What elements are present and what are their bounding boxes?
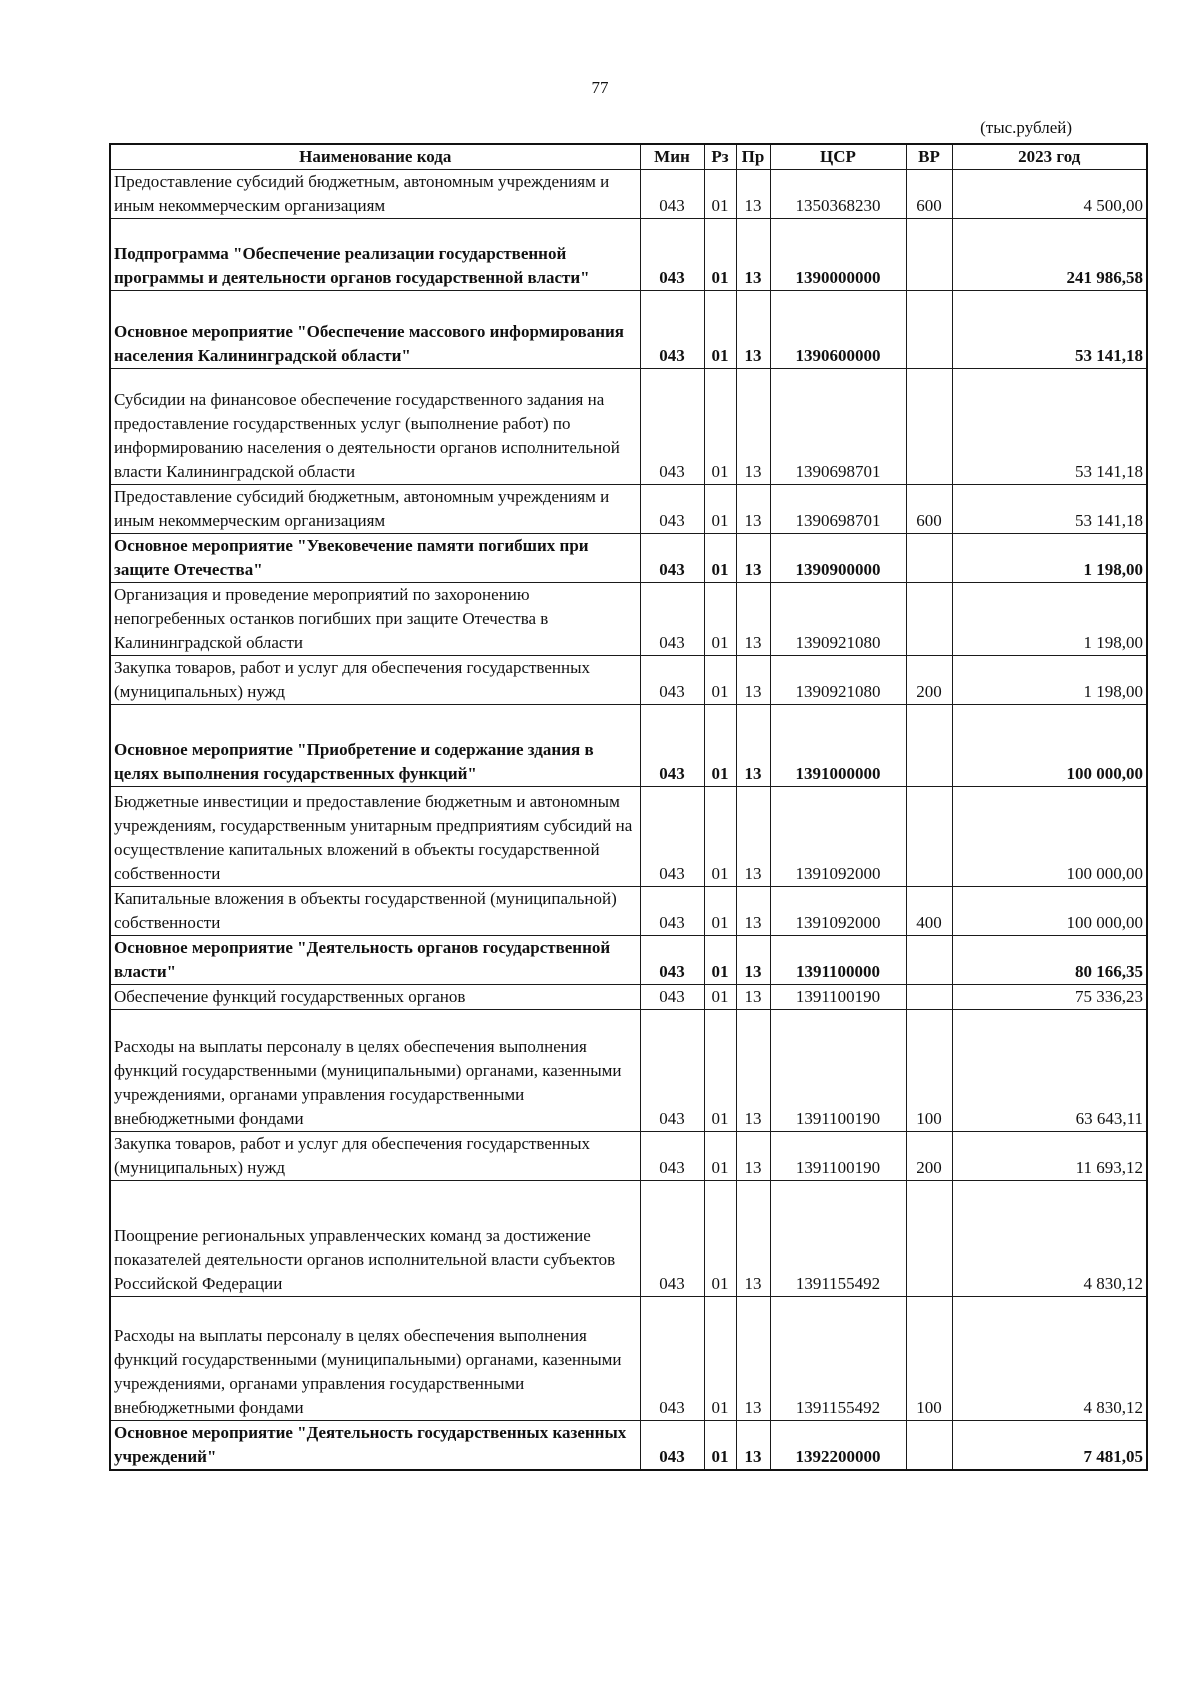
cell-amount: 241 986,58 xyxy=(952,219,1147,291)
cell-name: Основное мероприятие "Обеспечение массового информирования населения Калининградской области" xyxy=(110,291,640,369)
cell-vr xyxy=(906,369,952,485)
cell-amount: 4 500,00 xyxy=(952,170,1147,219)
cell-min: 043 xyxy=(640,1421,704,1471)
cell-pr: 13 xyxy=(736,1181,770,1297)
cell-min: 043 xyxy=(640,219,704,291)
cell-amount: 53 141,18 xyxy=(952,485,1147,534)
cell-min: 043 xyxy=(640,887,704,936)
cell-min: 043 xyxy=(640,656,704,705)
cell-name: Закупка товаров, работ и услуг для обеспечения государственных (муниципальных) нужд xyxy=(110,656,640,705)
table-row xyxy=(110,369,1147,485)
cell-csr: 1390600000 xyxy=(770,291,906,369)
table-row xyxy=(110,787,1147,887)
cell-vr: 600 xyxy=(906,485,952,534)
cell-name: Предоставление субсидий бюджетным, автономным учреждениям и иным некоммерческим организациям xyxy=(110,170,640,219)
cell-vr: 100 xyxy=(906,1297,952,1421)
cell-pr: 13 xyxy=(736,1297,770,1421)
cell-vr: 100 xyxy=(906,1010,952,1132)
cell-pr: 13 xyxy=(736,787,770,887)
table-row xyxy=(110,1010,1147,1132)
cell-amount: 1 198,00 xyxy=(952,534,1147,583)
table-row xyxy=(110,1297,1147,1421)
cell-pr: 13 xyxy=(736,219,770,291)
cell-amount: 80 166,35 xyxy=(952,936,1147,985)
cell-pr: 13 xyxy=(736,705,770,787)
cell-amount: 4 830,12 xyxy=(952,1297,1147,1421)
cell-rz: 01 xyxy=(704,1297,736,1421)
cell-min: 043 xyxy=(640,583,704,656)
cell-rz: 01 xyxy=(704,219,736,291)
cell-amount: 75 336,23 xyxy=(952,985,1147,1010)
cell-min: 043 xyxy=(640,936,704,985)
page-number: 77 xyxy=(591,78,609,97)
cell-amount: 100 000,00 xyxy=(952,705,1147,787)
cell-name: Организация и проведение мероприятий по захоронению непогребенных останков погибших при защите Отечества в Калининградской области xyxy=(110,583,640,656)
cell-min: 043 xyxy=(640,485,704,534)
table-row xyxy=(110,1132,1147,1181)
cell-min: 043 xyxy=(640,705,704,787)
cell-rz: 01 xyxy=(704,1132,736,1181)
cell-min: 043 xyxy=(640,369,704,485)
cell-rz: 01 xyxy=(704,534,736,583)
cell-rz: 01 xyxy=(704,705,736,787)
cell-name: Основное мероприятие "Приобретение и содержание здания в целях выполнения государственных функций" xyxy=(110,705,640,787)
cell-vr: 600 xyxy=(906,170,952,219)
cell-pr: 13 xyxy=(736,1421,770,1471)
cell-rz: 01 xyxy=(704,291,736,369)
cell-csr: 1391155492 xyxy=(770,1181,906,1297)
cell-rz: 01 xyxy=(704,1010,736,1132)
cell-min: 043 xyxy=(640,985,704,1010)
cell-amount: 100 000,00 xyxy=(952,787,1147,887)
table-row xyxy=(110,170,1147,219)
cell-rz: 01 xyxy=(704,1421,736,1471)
cell-name: Основное мероприятие "Увековечение памяти погибших при защите Отечества" xyxy=(110,534,640,583)
cell-csr: 1390900000 xyxy=(770,534,906,583)
cell-amount: 11 693,12 xyxy=(952,1132,1147,1181)
cell-rz: 01 xyxy=(704,583,736,656)
cell-name: Обеспечение функций государственных органов xyxy=(110,985,640,1010)
cell-csr: 1390921080 xyxy=(770,656,906,705)
cell-vr: 200 xyxy=(906,1132,952,1181)
cell-rz: 01 xyxy=(704,887,736,936)
cell-min: 043 xyxy=(640,170,704,219)
column-header-year: 2023 год xyxy=(952,144,1147,170)
cell-csr: 1391155492 xyxy=(770,1297,906,1421)
cell-csr: 1391000000 xyxy=(770,705,906,787)
cell-name: Основное мероприятие "Деятельность государственных казенных учреждений" xyxy=(110,1421,640,1471)
cell-csr: 1391092000 xyxy=(770,887,906,936)
table-row xyxy=(110,705,1147,787)
cell-csr: 1391100190 xyxy=(770,1132,906,1181)
cell-pr: 13 xyxy=(736,583,770,656)
cell-rz: 01 xyxy=(704,170,736,219)
table-row xyxy=(110,936,1147,985)
cell-rz: 01 xyxy=(704,485,736,534)
cell-min: 043 xyxy=(640,1010,704,1132)
cell-amount: 53 141,18 xyxy=(952,291,1147,369)
column-header-min: Мин xyxy=(640,144,704,170)
table-row xyxy=(110,534,1147,583)
table-row xyxy=(110,485,1147,534)
cell-pr: 13 xyxy=(736,369,770,485)
cell-pr: 13 xyxy=(736,170,770,219)
cell-pr: 13 xyxy=(736,985,770,1010)
units-label: (тыс.рублей) xyxy=(980,118,1072,137)
column-header-pr: Пр xyxy=(736,144,770,170)
cell-name: Основное мероприятие "Деятельность органов государственной власти" xyxy=(110,936,640,985)
cell-pr: 13 xyxy=(736,1132,770,1181)
cell-pr: 13 xyxy=(736,485,770,534)
cell-name: Закупка товаров, работ и услуг для обеспечения государственных (муниципальных) нужд xyxy=(110,1132,640,1181)
cell-vr: 400 xyxy=(906,887,952,936)
cell-csr: 1390921080 xyxy=(770,583,906,656)
cell-amount: 100 000,00 xyxy=(952,887,1147,936)
cell-vr xyxy=(906,936,952,985)
cell-name: Расходы на выплаты персоналу в целях обеспечения выполнения функций государственными (муниципальными) органами, казенными учреждениями, органами управления государственными внебюджетными фондами xyxy=(110,1297,640,1421)
cell-rz: 01 xyxy=(704,1181,736,1297)
table-row xyxy=(110,985,1147,1010)
cell-csr: 1350368230 xyxy=(770,170,906,219)
cell-name: Капитальные вложения в объекты государственной (муниципальной) собственности xyxy=(110,887,640,936)
column-header-vr: ВР xyxy=(906,144,952,170)
cell-name: Поощрение региональных управленческих команд за достижение показателей деятельности органов исполнительной власти субъектов Российской Федерации xyxy=(110,1181,640,1297)
table-row xyxy=(110,887,1147,936)
cell-vr xyxy=(906,583,952,656)
cell-rz: 01 xyxy=(704,787,736,887)
cell-pr: 13 xyxy=(736,936,770,985)
cell-pr: 13 xyxy=(736,534,770,583)
cell-name: Предоставление субсидий бюджетным, автономным учреждениям и иным некоммерческим организациям xyxy=(110,485,640,534)
cell-csr: 1391100000 xyxy=(770,936,906,985)
cell-amount: 1 198,00 xyxy=(952,656,1147,705)
cell-csr: 1390698701 xyxy=(770,369,906,485)
cell-vr xyxy=(906,291,952,369)
budget-table xyxy=(109,143,1148,1471)
table-row xyxy=(110,656,1147,705)
cell-min: 043 xyxy=(640,291,704,369)
cell-csr: 1391100190 xyxy=(770,1010,906,1132)
cell-name: Подпрограмма "Обеспечение реализации государственной программы и деятельности органов государственной власти" xyxy=(110,219,640,291)
column-header-csr: ЦСР xyxy=(770,144,906,170)
cell-vr xyxy=(906,1421,952,1471)
table-row xyxy=(110,1181,1147,1297)
cell-csr: 1390698701 xyxy=(770,485,906,534)
cell-min: 043 xyxy=(640,534,704,583)
cell-pr: 13 xyxy=(736,1010,770,1132)
cell-pr: 13 xyxy=(736,656,770,705)
cell-amount: 4 830,12 xyxy=(952,1181,1147,1297)
table-row xyxy=(110,291,1147,369)
cell-vr: 200 xyxy=(906,656,952,705)
cell-amount: 63 643,11 xyxy=(952,1010,1147,1132)
cell-amount: 1 198,00 xyxy=(952,583,1147,656)
table-row xyxy=(110,219,1147,291)
table-row xyxy=(110,583,1147,656)
cell-vr xyxy=(906,787,952,887)
cell-rz: 01 xyxy=(704,936,736,985)
cell-name: Расходы на выплаты персоналу в целях обеспечения выполнения функций государственными (муниципальными) органами, казенными учреждениями, органами управления государственными внебюджетными фондами xyxy=(110,1010,640,1132)
cell-vr xyxy=(906,705,952,787)
cell-vr xyxy=(906,219,952,291)
cell-csr: 1390000000 xyxy=(770,219,906,291)
column-header-name: Наименование кода xyxy=(110,144,640,170)
cell-csr: 1391100190 xyxy=(770,985,906,1010)
cell-pr: 13 xyxy=(736,291,770,369)
cell-min: 043 xyxy=(640,1297,704,1421)
cell-amount: 53 141,18 xyxy=(952,369,1147,485)
cell-name: Бюджетные инвестиции и предоставление бюджетным и автономным учреждениям, государственным унитарным предприятиям субсидий на осуществление капитальных вложений в объекты государственной собственности xyxy=(110,787,640,887)
cell-rz: 01 xyxy=(704,369,736,485)
column-header-rz: Рз xyxy=(704,144,736,170)
cell-csr: 1391092000 xyxy=(770,787,906,887)
cell-amount: 7 481,05 xyxy=(952,1421,1147,1471)
cell-min: 043 xyxy=(640,1132,704,1181)
cell-vr xyxy=(906,534,952,583)
cell-csr: 1392200000 xyxy=(770,1421,906,1471)
cell-vr xyxy=(906,985,952,1010)
cell-name: Субсидии на финансовое обеспечение государственного задания на предоставление государственных услуг (выполнение работ) по информированию населения о деятельности органов исполнительной власти Калининградской области xyxy=(110,369,640,485)
cell-rz: 01 xyxy=(704,656,736,705)
cell-rz: 01 xyxy=(704,985,736,1010)
cell-min: 043 xyxy=(640,1181,704,1297)
cell-vr xyxy=(906,1181,952,1297)
cell-min: 043 xyxy=(640,787,704,887)
table-header-row xyxy=(110,144,1147,170)
table-row xyxy=(110,1421,1147,1471)
cell-pr: 13 xyxy=(736,887,770,936)
